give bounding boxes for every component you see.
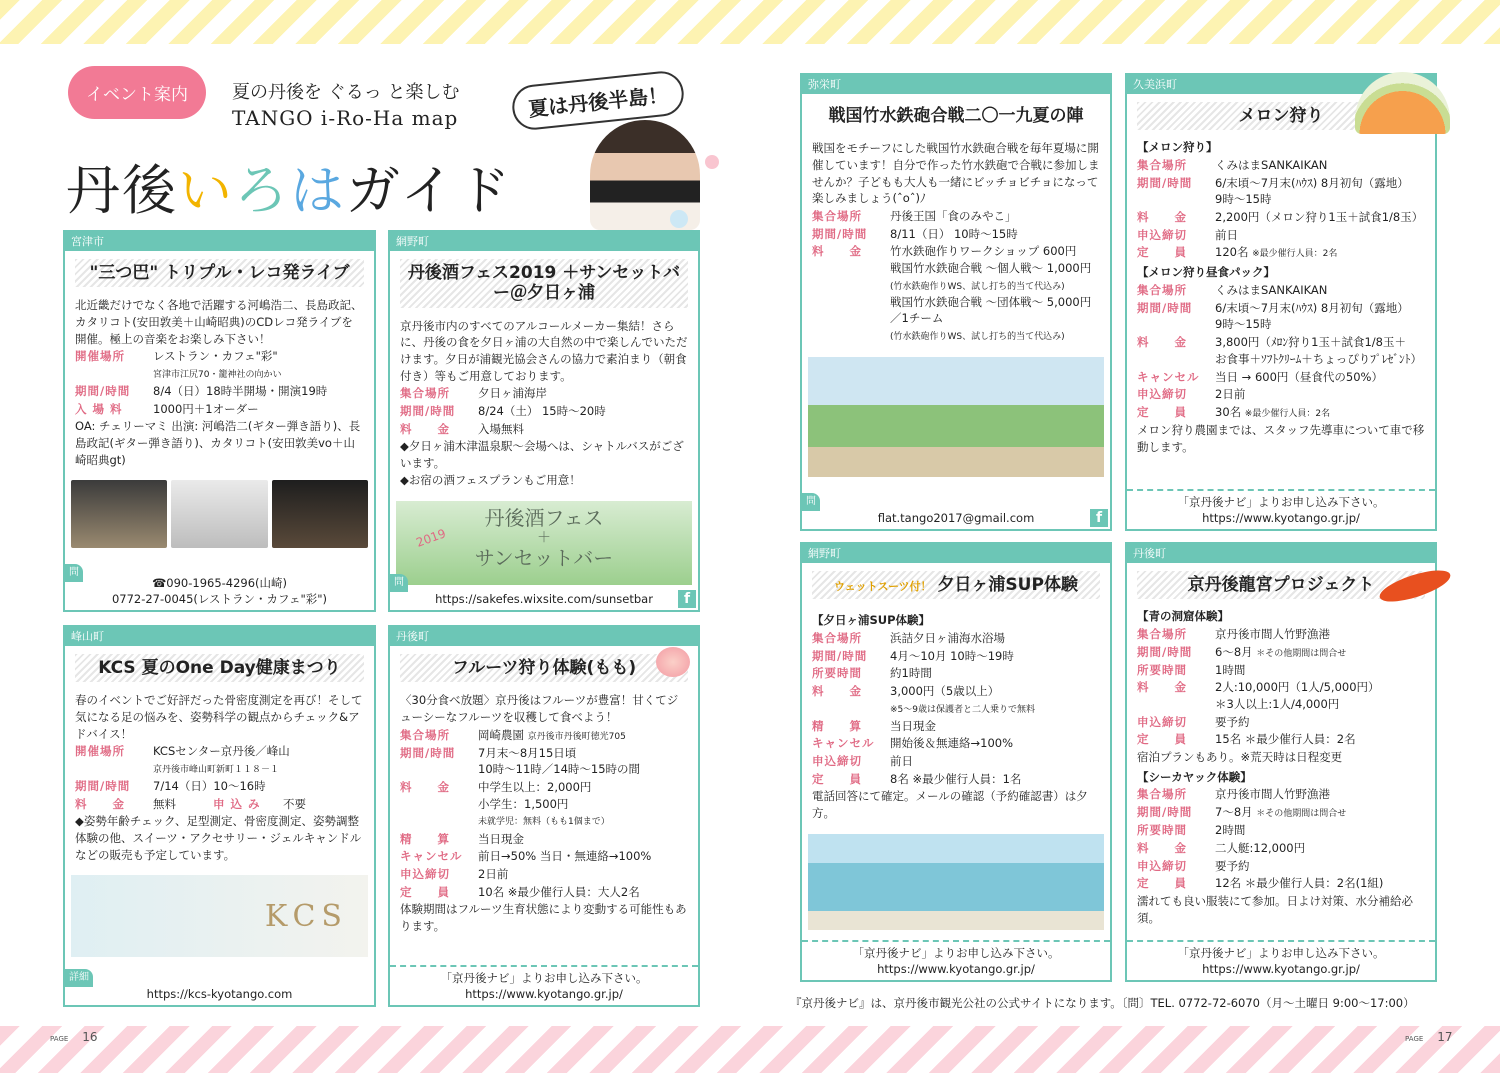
field-value: 4月～10月 10時～19時 bbox=[890, 648, 1014, 663]
card-location: 網野町 bbox=[802, 544, 1110, 563]
field-subvalue: ※最少催行人員：2名 bbox=[1252, 249, 1338, 260]
field-label: 料 金 bbox=[812, 684, 862, 699]
field-value: 1時間 bbox=[1215, 662, 1246, 677]
inquiry-tag: 問 bbox=[390, 574, 408, 592]
field-label: 集合場所 bbox=[812, 209, 862, 224]
card-title: KCS 夏のOne Day健康まつり bbox=[75, 654, 364, 682]
field-value: 未就学児：無料（もも1個まで） bbox=[478, 817, 610, 828]
card-location: 弥栄町 bbox=[802, 75, 1110, 94]
field-subvalue: (竹水鉄砲作りWS、試し打ち的当て代込み) bbox=[890, 332, 1065, 343]
field-value: 8/4（日）18時半開場・開演19時 bbox=[153, 384, 328, 399]
inquiry-tag: 問 bbox=[65, 564, 83, 582]
kyotango-url-link[interactable]: https://www.kyotango.gr.jp/ bbox=[877, 961, 1035, 976]
field-value: 夕日ヶ浦海岸 bbox=[478, 386, 547, 401]
field-value: 要予約 bbox=[1215, 858, 1250, 873]
field-label: 期間/時間 bbox=[400, 404, 456, 419]
field-subvalue: ※5～9歳は保護者と二人乗りで無料 bbox=[890, 704, 1035, 715]
card-location: 丹後町 bbox=[390, 627, 698, 646]
field-label: 集合場所 bbox=[400, 386, 450, 401]
field-value: 9時～15時 bbox=[1215, 192, 1272, 207]
event-card-kcs bbox=[63, 625, 376, 1007]
event-card-ryugu bbox=[1125, 542, 1437, 982]
event-card-sakefes bbox=[388, 230, 700, 612]
top-stripe-band bbox=[0, 0, 1500, 44]
card-contact bbox=[65, 567, 374, 610]
event-url-link[interactable]: https://kcs-kyotango.com bbox=[146, 986, 293, 1001]
inquiry-tag: 問 bbox=[802, 493, 820, 511]
field-value: 2人:10,000円（1人/5,000円） bbox=[1215, 680, 1380, 695]
field-value: 要予約 bbox=[1215, 714, 1250, 729]
field-value: ＊3人以上:1人/4,000円 bbox=[1215, 697, 1340, 712]
field-value: 10時～11時／14時～15時の間 bbox=[478, 762, 641, 777]
live-photos bbox=[71, 480, 368, 548]
field-label: 集合場所 bbox=[400, 727, 450, 742]
field-value: 戦国竹水鉄砲合戦 ～個人戦～ 1,000円 bbox=[890, 261, 1092, 276]
apply-text: 「京丹後ナビ」よりお申し込み下さい。 bbox=[1177, 494, 1385, 509]
field-value: 京丹後市間人竹野漁港 bbox=[1215, 627, 1330, 642]
field-value: 2,200円（メロン狩り1玉＋試食1/8玉） bbox=[1215, 210, 1424, 225]
card-title: 京丹後龍宮プロジェクト bbox=[1137, 571, 1425, 599]
site-footnote: 『京丹後ナビ』は、京丹後市観光公社の公式サイトになります。〔問〕TEL. 0772-72-6070（月～土曜日 9:00～17:00） bbox=[790, 996, 1415, 1010]
field-label: 定 員 bbox=[1137, 245, 1187, 260]
field-label: 開催場所 bbox=[75, 349, 125, 364]
field-value: 7月末～8月15日頃 bbox=[478, 745, 577, 760]
field-value: 当日 → 600円（昼食代の50%） bbox=[1215, 369, 1383, 384]
field-value: 6/末頃～7月末(ﾊｳｽ) 8月初旬（露地） bbox=[1215, 175, 1409, 190]
card-apply-footer bbox=[1127, 489, 1435, 529]
field-value: 120名 bbox=[1215, 245, 1249, 260]
guide-title: 丹後いろはガイド bbox=[66, 159, 513, 222]
peach-icon bbox=[656, 647, 690, 677]
bottom-stripe-band bbox=[0, 1026, 1500, 1073]
field-label: 期間/時間 bbox=[75, 384, 131, 399]
field-value: 10名 ※最少催行人員：大人2名 bbox=[478, 884, 640, 899]
field-label: 料 金 bbox=[1137, 680, 1187, 695]
title-tagline: ウェットスーツ付！ bbox=[834, 580, 932, 593]
field-label: 集合場所 bbox=[1137, 787, 1187, 802]
field-label: 開催場所 bbox=[75, 744, 125, 759]
field-subvalue: ＊その他期間は問合せ bbox=[1256, 648, 1347, 659]
field-value: 3,000円（5歳以上） bbox=[890, 684, 1000, 699]
guide-header bbox=[60, 60, 700, 230]
card-note: 濡れても良い服装にて参加。日よけ対策、水分補給必須。 bbox=[1137, 893, 1413, 925]
header-map-title: TANGO i-Ro-Ha map bbox=[232, 106, 459, 130]
field-value: 中学生以上：2,000円 bbox=[478, 780, 592, 795]
event-badge: イベント案内 bbox=[68, 66, 206, 119]
field-label: 申込締切 bbox=[1137, 714, 1187, 729]
card-location: 網野町 bbox=[390, 232, 698, 251]
field-value: 2日前 bbox=[478, 866, 509, 881]
card-apply-footer bbox=[802, 940, 1110, 980]
card-location: 峰山町 bbox=[65, 627, 374, 646]
field-value: 二人艇:12,000円 bbox=[1215, 840, 1306, 855]
event-url-link[interactable]: https://sakefes.wixsite.com/sunsetbar bbox=[435, 591, 653, 606]
field-value: 30名 bbox=[1215, 404, 1242, 419]
field-value: 岡崎農園 bbox=[478, 727, 524, 742]
section-heading: 【シーカヤック体験】 bbox=[1137, 769, 1252, 784]
card-note: ◆夕日ヶ浦木津温泉駅～会場へは、シャトルバスがございます。 bbox=[400, 439, 684, 471]
card-description: 京丹後市内のすべてのアルコールメーカー集結！さらに、丹後の食を夕日ヶ浦の大自然の中で楽しんでいただけます。夕日が浦観光協会さんの協力で素泊まり（朝食付き）等もご用意しております。 bbox=[400, 318, 688, 383]
field-label: 集合場所 bbox=[1137, 283, 1187, 298]
card-note: 宿泊プランもあり。※荒天時は日程変更 bbox=[1137, 750, 1343, 765]
apply-text: 「京丹後ナビ」よりお申し込み下さい。 bbox=[1177, 945, 1385, 960]
field-label: 料 金 bbox=[400, 780, 450, 795]
card-url-row bbox=[390, 577, 698, 610]
field-label: 申込締切 bbox=[1137, 227, 1187, 242]
details-tag: 詳細 bbox=[65, 969, 93, 987]
water-gun-photo bbox=[808, 357, 1104, 477]
field-value: 15名 ＊最少催行人員：2名 bbox=[1215, 732, 1356, 747]
field-value: お食事＋ｿﾌﾄｸﾘｰﾑ＋ちょっぴりﾌﾟﾚｾﾞﾝﾄ） bbox=[1215, 351, 1422, 366]
field-label: 精 算 bbox=[400, 831, 450, 846]
field-value: 戦国竹水鉄砲合戦 ～団体戦～ 5,000円／1チーム bbox=[890, 294, 1092, 326]
section-heading: 【メロン狩り昼食パック】 bbox=[1137, 265, 1275, 280]
card-note: ◆姿勢年齢チェック、足型測定、骨密度測定、姿勢調整体験の他、スイーツ・アクセサリー・ジェルキャンドルなどの販売も予定しています。 bbox=[75, 814, 362, 862]
field-subvalue: 宮津市江尻70・籠神社の向かい bbox=[153, 370, 282, 381]
field-label: 所要時間 bbox=[812, 666, 862, 681]
field-value: 3,800円（ﾒﾛﾝ狩り1玉＋試食1/8玉＋ bbox=[1215, 335, 1406, 350]
field-value: 2時間 bbox=[1215, 823, 1246, 838]
card-description: 北近畿だけでなく各地で活躍する河嶋浩二、長島政記、カタリコト(安田敦美＋山崎昭典)のCDレコ発ライブを開催。極上の音楽をお楽しみ下さい！ bbox=[75, 298, 363, 346]
card-note: メロン狩り農園までは、スタッフ先導車について車で移動します。 bbox=[1137, 422, 1425, 454]
card-location: 丹後町 bbox=[1127, 544, 1435, 563]
field-label: 申込締切 bbox=[1137, 858, 1187, 873]
card-title: フルーツ狩り体験(もも) bbox=[400, 654, 688, 682]
field-value: 6～8月 bbox=[1215, 644, 1253, 659]
field-value: 浜詰夕日ヶ浦海水浴場 bbox=[890, 631, 1005, 646]
card-url-row bbox=[65, 972, 374, 1005]
kyotango-url-link[interactable]: https://www.kyotango.gr.jp/ bbox=[465, 986, 623, 1001]
speech-bubble: 夏は丹後半島！ bbox=[510, 69, 686, 132]
section-heading: 【夕日ヶ浦SUP体験】 bbox=[812, 613, 931, 628]
page-number-right: PAGE 17 bbox=[1405, 1030, 1453, 1044]
field-value: 無料 bbox=[153, 796, 176, 811]
event-card-peach bbox=[388, 625, 700, 1007]
field-label: 定 員 bbox=[400, 884, 450, 899]
card-apply-footer bbox=[1127, 940, 1435, 980]
section-heading: 【メロン狩り】 bbox=[1137, 140, 1218, 155]
field-label: 定 員 bbox=[1137, 732, 1187, 747]
field-value: 当日現金 bbox=[478, 831, 524, 846]
kcs-photo: KCS bbox=[71, 875, 368, 957]
field-subvalue: (竹水鉄砲作りWS、試し打ち的当て代込み) bbox=[890, 281, 1065, 292]
field-subvalue: ＊その他期間は問合せ bbox=[1256, 809, 1347, 820]
field-value: 6/末頃～7月末(ﾊｳｽ) 8月初旬（露地） bbox=[1215, 300, 1409, 315]
apply-text: 「京丹後ナビ」よりお申し込み下さい。 bbox=[852, 945, 1060, 960]
card-description: 戦国をモチーフにした戦国竹水鉄砲合戦を毎年夏場に開催しています！自分で作った竹水鉄砲で合戦に参加しませんか？子どもも大人も一緒にビッチョビチョになって楽しみましょう(ˆoˆ)ﾉ bbox=[812, 141, 1100, 206]
field-value: 8/24（土） 15時～20時 bbox=[478, 404, 606, 419]
field-value: 2日前 bbox=[1215, 387, 1246, 402]
section-heading: 【青の洞窟体験】 bbox=[1137, 609, 1229, 624]
card-title: 戦国竹水鉄砲合戦二〇一九夏の陣 bbox=[828, 106, 1084, 126]
field-label: 入 場 料 bbox=[75, 401, 123, 416]
field-label: 料 金 bbox=[400, 421, 450, 436]
field-label: 所要時間 bbox=[1137, 823, 1187, 838]
field-value: 約1時間 bbox=[890, 666, 932, 681]
field-value: 12名 ＊最少催行人員：2名(1組) bbox=[1215, 876, 1384, 891]
card-title: メロン狩り bbox=[1137, 102, 1425, 130]
card-description: 春のイベントでご好評だった骨密度測定を再び！そして気になる足の悩みを、姿勢科学の観点からチェック&アドバイス！ bbox=[75, 693, 363, 741]
field-value: 7～8月 bbox=[1215, 805, 1253, 820]
field-label: 期間/時間 bbox=[75, 779, 131, 794]
field-label: 期間/時間 bbox=[1137, 805, 1193, 820]
decor-dot bbox=[670, 210, 688, 228]
card-title bbox=[812, 571, 1100, 599]
field-value: 不要 bbox=[283, 796, 306, 811]
apply-text: 「京丹後ナビ」よりお申し込み下さい。 bbox=[440, 970, 648, 985]
facebook-icon[interactable]: f bbox=[1090, 509, 1108, 527]
field-label: 料 金 bbox=[1137, 335, 1187, 350]
field-value: くみはまSANKAIKAN bbox=[1215, 283, 1328, 298]
field-value: 前日→50% 当日・無連絡→100% bbox=[478, 849, 652, 864]
card-title: 丹後酒フェス2019 ＋サンセットバー＠夕日ヶ浦 bbox=[400, 259, 688, 308]
card-title: "三つ巴" トリプル・レコ発ライブ bbox=[75, 259, 364, 287]
title-text: 夕日ヶ浦SUP体験 bbox=[937, 575, 1078, 595]
contact-phone[interactable]: ☎090-1965-4296(山崎) bbox=[151, 575, 288, 590]
event-card-sup bbox=[800, 542, 1112, 982]
field-label: 集合場所 bbox=[812, 631, 862, 646]
field-label: 申込締切 bbox=[1137, 387, 1187, 402]
field-value: 小学生：1,500円 bbox=[478, 796, 569, 811]
field-label: 定 員 bbox=[1137, 876, 1187, 891]
field-label: 料 金 bbox=[75, 796, 125, 811]
field-value: 9時～15時 bbox=[1215, 317, 1272, 332]
field-label: 申込締切 bbox=[400, 866, 450, 881]
field-label: 定 員 bbox=[812, 771, 862, 786]
decor-dot bbox=[705, 155, 719, 169]
field-value: 8/11（日） 10時～15時 bbox=[890, 226, 1018, 241]
card-note: 体験期間はフルーツ生育状態により変動する可能性もあります。 bbox=[400, 902, 687, 933]
card-note: OA: チェリーマミ 出演: 河嶋浩二(ギター弾き語り)、長島政記(ギター弾き語り)、カタリコト(安田敦美vo＋山崎昭典gt) bbox=[75, 419, 361, 467]
field-value: 7/14（日）10～16時 bbox=[153, 779, 266, 794]
field-value: 丹後王国「食のみやこ」 bbox=[890, 209, 1017, 224]
field-value: くみはまSANKAIKAN bbox=[1215, 158, 1328, 173]
card-note: 電話回答にて確定。メールの確認（予約確認書）は夕方。 bbox=[812, 789, 1088, 821]
field-label: 所要時間 bbox=[1137, 662, 1187, 677]
field-label: 期間/時間 bbox=[400, 745, 456, 760]
field-label: 料 金 bbox=[812, 244, 862, 259]
contact-email-link[interactable]: flat.tango2017@gmail.com bbox=[877, 510, 1035, 525]
field-value: 1000円＋1オーダー bbox=[153, 401, 259, 416]
field-value: 当日現金 bbox=[890, 718, 936, 733]
field-subvalue: ※最少催行人員：2名 bbox=[1244, 408, 1331, 419]
field-label: 期間/時間 bbox=[812, 648, 868, 663]
field-label: 集合場所 bbox=[1137, 158, 1187, 173]
card-apply-footer bbox=[390, 965, 698, 1005]
field-subvalue: 京丹後市丹後町徳光705 bbox=[527, 731, 626, 742]
card-location: 久美浜町 bbox=[1127, 75, 1435, 94]
card-email-row bbox=[802, 496, 1110, 529]
field-value: 京丹後市間人竹野漁港 bbox=[1215, 787, 1330, 802]
event-card-water-gun bbox=[800, 73, 1112, 531]
field-label: 期間/時間 bbox=[1137, 644, 1193, 659]
header-subtitle: 夏の丹後を ぐるっ と楽しむ bbox=[232, 82, 460, 103]
field-label: 申 込 み bbox=[213, 796, 261, 811]
field-label: キャンセル bbox=[812, 736, 875, 751]
field-label: 集合場所 bbox=[1137, 627, 1187, 642]
field-value: レストラン・カフェ"彩" bbox=[153, 349, 278, 364]
page-number-left: PAGE 16 bbox=[50, 1030, 98, 1044]
field-label: 精 算 bbox=[812, 718, 862, 733]
field-label: 定 員 bbox=[1137, 404, 1187, 419]
kyotango-url-link[interactable]: https://www.kyotango.gr.jp/ bbox=[1202, 510, 1360, 525]
field-label: 申込締切 bbox=[812, 754, 862, 769]
field-value: 入場無料 bbox=[478, 421, 524, 436]
field-value: 前日 bbox=[1215, 227, 1238, 242]
field-label: 料 金 bbox=[1137, 840, 1187, 855]
field-value: KCSセンター京丹後／峰山 bbox=[153, 744, 290, 759]
field-label: 期間/時間 bbox=[1137, 300, 1193, 315]
event-card-live bbox=[63, 230, 376, 612]
card-description: 〈30分食べ放題〉京丹後はフルーツが豊富！甘くてジューシーなフルーツを収穫して食べよう！ bbox=[400, 693, 679, 725]
field-label: キャンセル bbox=[400, 849, 463, 864]
field-label: 期間/時間 bbox=[812, 226, 868, 241]
field-value: 前日 bbox=[890, 754, 913, 769]
field-value: 開始後＆無連絡→100% bbox=[890, 736, 1014, 751]
kyotango-url-link[interactable]: https://www.kyotango.gr.jp/ bbox=[1202, 961, 1360, 976]
event-card-melon bbox=[1125, 73, 1437, 531]
field-subvalue: 京丹後市峰山町新町１１８－１ bbox=[153, 765, 280, 776]
field-label: キャンセル bbox=[1137, 369, 1200, 384]
field-label: 期間/時間 bbox=[1137, 175, 1193, 190]
facebook-icon[interactable]: f bbox=[678, 590, 696, 608]
sakefes-image: 2019 丹後酒フェス ＋ サンセットバー bbox=[396, 501, 692, 585]
field-value: 竹水鉄砲作りワークショップ 600円 bbox=[890, 244, 1077, 259]
card-location: 宮津市 bbox=[65, 232, 374, 251]
contact-phone-2[interactable]: 0772-27-0045(レストラン・カフェ"彩") bbox=[111, 591, 328, 606]
card-note: ◆お宿の酒フェスプランもご用意！ bbox=[400, 472, 581, 487]
field-value: 8名 ※最少催行人員：1名 bbox=[890, 771, 1022, 786]
sup-photo bbox=[808, 834, 1104, 930]
field-label: 料 金 bbox=[1137, 210, 1187, 225]
